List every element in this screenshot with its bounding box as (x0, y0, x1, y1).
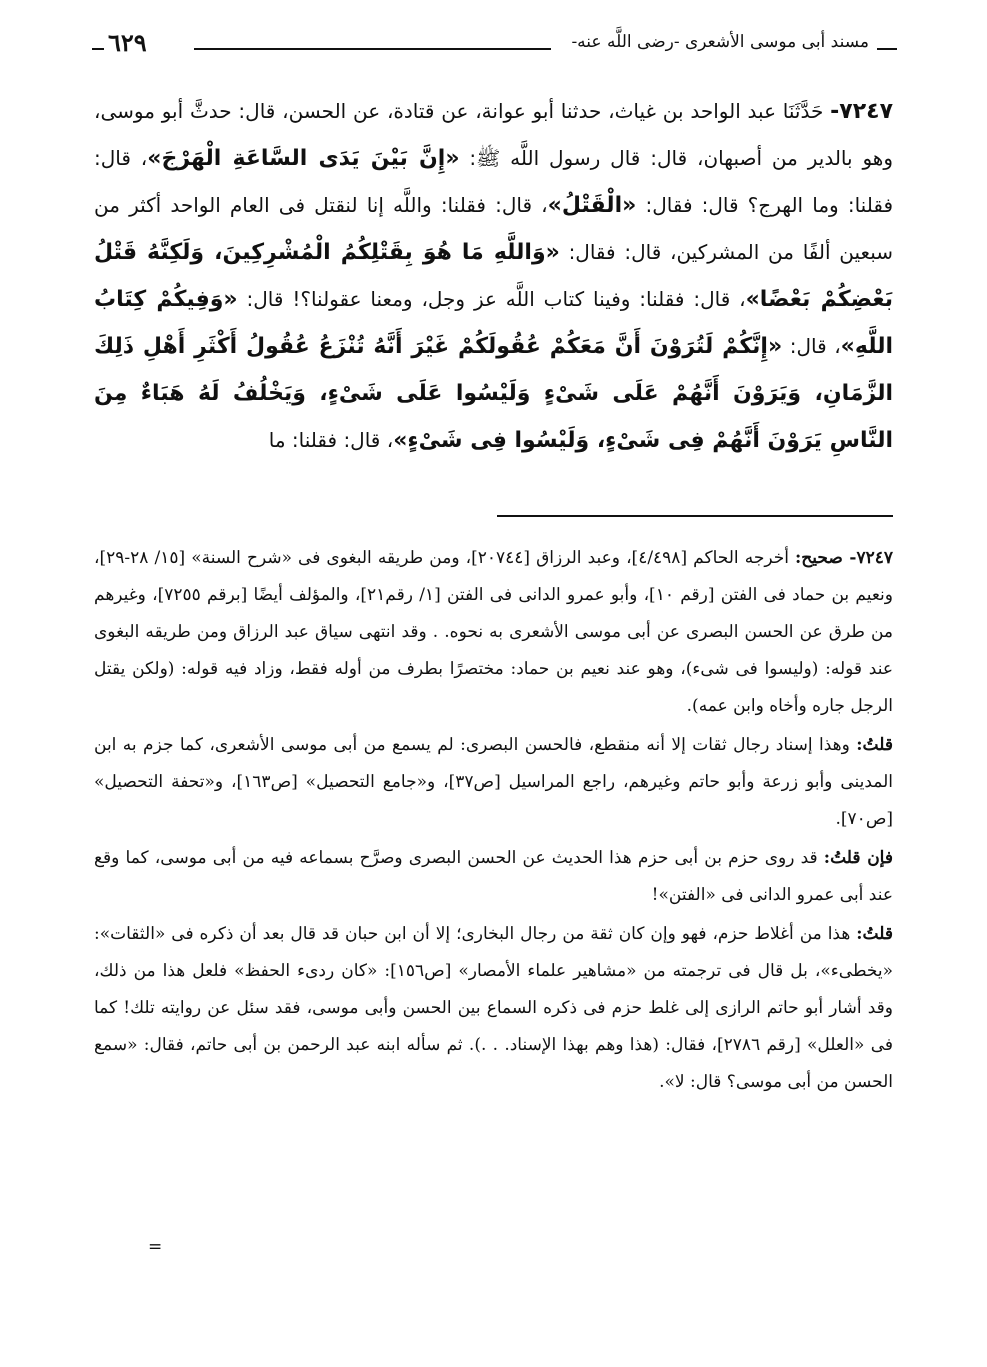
narration-text: ، قال: فقلنا: واللَّه إنا لنقتل فى العام الواحد أكثر من سبعين ألفًا من المشركين، قال: فقال: (94, 193, 893, 264)
prophetic-saying: «إِنَّكُمْ لَتُرَوْنَ أَنَّ مَعَكُمْ عُقُولَكُمْ غَيْرَ أَنَّهُ تُنْزَعُ عُقُولُ أَكْثَرِ أَهْلِ ذَلِكَ الزَّمَانِ، وَيَرَوْنَ أَنَّهُمْ عَلَى شَىْءٍ وَلَيْسُوا عَلَى شَىْءٍ، وَيَخْلُفُ لَهُ هَبَاءٌ مِنَ النَّاسِ يَرَوْنَ أَنَّهُمْ فِى شَىْءٍ، وَلَيْسُوا فِى شَىْءٍ» (94, 334, 893, 453)
footnote-paragraph (94, 727, 893, 838)
footnote-lead: قلتُ: (856, 924, 893, 944)
continuation-mark: = (148, 1237, 163, 1257)
footnote-lead: قلتُ: (856, 735, 893, 755)
footnote-text: وهذا إسناد رجال ثقات إلا أنه منقطع، فالحسن البصرى: لم يسمع من أبى موسى الأشعرى، كما جزم به ابن المدينى وأبو زرعة وأبو حاتم وغيرهم، راجع المراسيل [ص٣٧]، و«جامع التحصيل» [ص١٦٣]، و«تحفة التحصيل» [ص٧٠]. (94, 735, 894, 829)
footnote-paragraph (94, 840, 893, 914)
hadith-number: ٧٢٤٧- (830, 99, 894, 124)
header-rule (194, 48, 551, 50)
narration-text: ، قال: (782, 334, 841, 358)
footnote-text: قد روى حزم بن أبى حزم هذا الحديث عن الحسن البصرى وصرَّح بسماعه فيه من أبى موسى، كما وقع عند أبى عمرو الدانى فى «الفتن»! (94, 848, 893, 905)
narration-text: ، قال: فقلنا: وفينا كتاب اللَّه عز وجل، ومعنا عقولنا؟! قال: (237, 287, 746, 311)
header-rule-right (877, 48, 897, 50)
footnote-lead: ٧٢٤٧- صحيح: (795, 548, 893, 568)
hadith-paragraph (94, 88, 893, 464)
prophetic-saying: «وَفِيكُمْ كِتَابُ اللَّهِ» (94, 287, 894, 359)
narration-chain: حَدَّثَنَا عبد الواحد بن غياث، حدثنا أبو عوانة، عن قتادة، عن الحسن، قال: حدثَّ أبو موسى، وهو بالدير من أصبهان، قال: قال رسول اللَّه ﷺ: (94, 99, 893, 170)
prophetic-saying: «الْقَتْلُ» (547, 193, 637, 218)
page-number: ٦٢٩ (108, 28, 147, 57)
narration-text: ، قال: فقلنا: وما الهرج؟ قال: فقال: (94, 146, 893, 217)
header-dash (92, 48, 104, 50)
narration-text: ، قال: فقلنا: ما (268, 428, 394, 452)
footnotes (94, 540, 893, 1103)
footnote-text: هذا من أغلاط حزم، فهو وإن كان ثقة من رجال البخارى؛ إلا أن ابن حبان قد قال بعد أن ذكره فى «الثقات»: «يخطىء»، بل قال فى ترجمته من «مشاهير علماء الأمصار» [ص١٥٦]: «كان ردىء الحفظ» فلعل هذا من ذلك، وقد أشار أبو حاتم الرازى إلى غلط حزم فى ذكره السماع بين الحسن وأبى موسى، فقد سئل عن روايته تلك! كما فى «العلل» [رقم ٢٧٨٦]، فقال: (هذا وهم بهذا الإسناد. . .). ثم سأله ابنه عبد الرحمن بن أبى حاتم، فقال: «سمع الحسن من أبى موسى؟ قال: لا». (94, 924, 893, 1092)
footnote-paragraph (94, 540, 893, 725)
prophetic-saying: «إِنَّ بَيْنَ يَدَى السَّاعَةِ الْهَرْجَ» (147, 146, 460, 171)
page-header (92, 28, 895, 68)
footnote-paragraph (94, 916, 893, 1101)
running-title: مسند أبى موسى الأشعرى -رضى اللَّه عنه- (571, 32, 869, 52)
footnote-text: أخرجه الحاكم [٤/٤٩٨]، وعبد الرزاق [٢٠٧٤٤]، ومن طريقه البغوى فى «شرح السنة» [١٥/ ٢٨-٢٩]، ونعيم بن حماد فى الفتن [رقم ١٠]، وأبو عمرو الدانى فى الفتن [١/ رقم٢١]، والمؤلف أيضًا [برقم ٧٢٥٥]، وغيرهم من طرق عن الحسن البصرى عن أبى موسى الأشعرى به نحوه. . وقد انتهى سياق عبد الرزاق ومن طريقه البغوى عند قوله: (وليسوا فى شىء)، وهو عند نعيم بن حماد: مختصرًا بطرف من أوله فقط، وزاد فيه قوله: (ولكن يقتل الرجل جاره وأخاه وابن عمه). (94, 548, 893, 716)
hadith-text (94, 88, 893, 464)
prophetic-saying: «وَاللَّهِ مَا هُوَ بِقَتْلِكُمُ الْمُشْرِكِينَ، وَلَكِنَّهُ قَتْلُ بَعْضِكُمْ بَعْضًا» (94, 240, 894, 312)
footnote-lead: فإن قلتُ: (823, 848, 893, 868)
footnote-separator (497, 515, 893, 517)
